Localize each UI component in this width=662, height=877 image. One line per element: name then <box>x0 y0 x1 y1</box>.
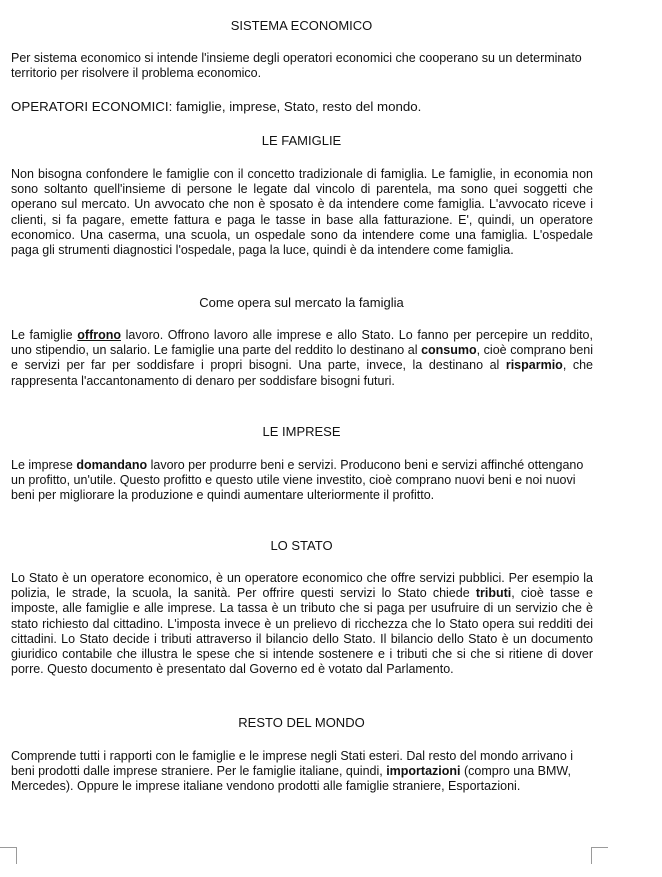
stato-text-1: Lo Stato è un operatore economico, è un operatore economico che offre servizi pubblici. Per esempio la polizia, le strade, la scuola, la sanità. Per offrire questi servizi lo Stato chiede <box>11 571 593 601</box>
document-title: SISTEMA ECONOMICO <box>230 18 373 33</box>
mercato-paragraph <box>11 328 593 389</box>
mercato-heading: Come opera sul mercato la famiglia <box>199 295 404 310</box>
resto-paragraph <box>11 749 587 795</box>
mercato-text-4: , che rappresenta l'accantonamento di denaro per soddisfare bisogni futuri. <box>11 358 593 388</box>
mercato-text-1: Le famiglie <box>11 328 78 342</box>
imprese-text-1: Le imprese <box>11 458 77 472</box>
consumo-term: consumo <box>421 343 477 358</box>
mercato-text-3: , cioè comprano beni e servizi per far per soddisfare i propri bisogni. Una parte, invece, la destinano al <box>11 343 593 373</box>
risparmio-term: risparmio <box>505 358 563 373</box>
stato-text-2: , cioè tasse e imposte, alle famiglie e alle imprese. La tassa è un tributo che si paga per usufruire di un servizio che è stato richiesto dal cittadino. L'imposta invece è un prelievo di ricchezza che lo Stato opera sui redditi dei cittadini. Lo Stato decide i tributi attraverso il bilancio dello Stato. Il bilancio dello Stato è un documento giuridico contabile che illustra le spese che si intende sostenere e i tributi che si che si ritiene di dover porre. Questo documento è presentato dal Governo ed è votato dal Parlamento. <box>11 586 593 677</box>
mercato-text-2: lavoro. Offrono lavoro alle imprese e allo Stato. Lo fanno per percepire un reddito, uno stipendio, un salario. Le famiglie una parte del reddito lo destinano al <box>11 328 593 358</box>
resto-text-1: Comprende tutti i rapporti con le famiglie e le imprese negli Stati esteri. Dal resto del mondo arrivano i beni prodotti dalle imprese straniere. Per le famiglie italiane, quindi, <box>11 749 574 779</box>
offrono-term: offrono <box>77 328 121 342</box>
famiglie-paragraph: Non bisogna confondere le famiglie con il concetto tradizionale di famiglia. Le famiglie, in economia non sono soltanto quell'insieme di persone le legate dal vincolo di parentela, ma sono quei soggetti che operano sul mercato. Un avvocato che non è sposato è da intendere come famiglia. L'avvocato riceve i clienti, si fa pagare, emette fattura e paga le tasse in base alla fatturazione. E', quindi, un operatore economico. Una caserma, una scuola, un ospedale sono da intendere come una famiglia. L'ospedale paga gli strumenti diagnostici l'ospedale, paga la luce, quindi è da intendere come famiglia. <box>11 167 593 258</box>
tributi-term: tributi <box>475 586 512 601</box>
stato-heading: LO STATO <box>270 538 333 553</box>
imprese-text-2: lavoro per produrre beni e servizi. Producono beni e servizi affinché ottengano un profitto, un'utile. Questo profitto e questo utile viene investito, cioè comprano nuovi beni e noi nuovi beni per migliorare la produzione e quindi aumentare ulteriormente il profitto. <box>11 458 584 503</box>
resto-heading: RESTO DEL MONDO <box>238 715 365 730</box>
intro-paragraph: Per sistema economico si intende l'insieme degli operatori economici che cooperano su un determinato territorio per risolvere il problema economico. <box>11 51 582 81</box>
importazioni-term: importazioni <box>386 764 461 779</box>
operatori-heading: OPERATORI ECONOMICI: famiglie, imprese, Stato, resto del mondo. <box>11 99 422 114</box>
imprese-heading: LE IMPRESE <box>262 424 341 439</box>
imprese-paragraph <box>11 458 589 504</box>
domandano-term: domandano <box>76 458 148 472</box>
page-corner-mark-left <box>0 847 17 864</box>
famiglie-heading: LE FAMIGLIE <box>261 133 342 148</box>
page-corner-mark-right <box>591 847 608 864</box>
stato-paragraph <box>11 571 593 677</box>
resto-text-2: (compro una BMW, Mercedes). Oppure le imprese italiane vendono prodotti alle famiglie straniere, Esportazioni. <box>11 764 571 794</box>
